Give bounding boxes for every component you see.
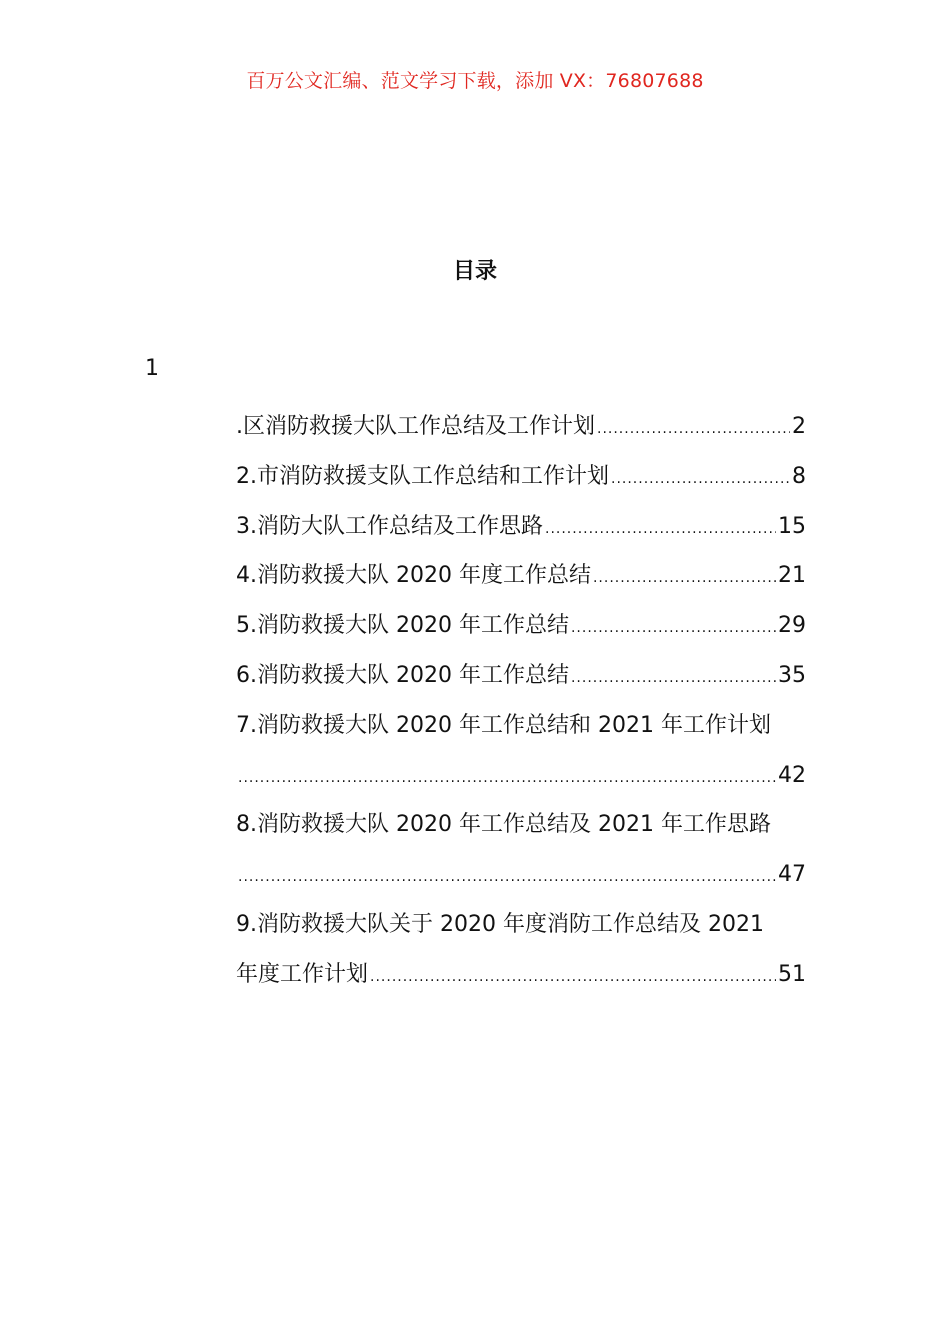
toc-entry-page: 2	[792, 414, 806, 439]
toc-leader-dots	[545, 505, 776, 555]
toc-entry-2[interactable]	[236, 452, 806, 502]
toc-entry-title: .区消防救援大队工作总结及工作计划	[236, 414, 595, 439]
toc-entry-page: 42	[778, 762, 806, 788]
toc-entry-title: 9.消防救援大队关于 2020 年度消防工作总结及 2021	[236, 911, 764, 937]
toc-entry-title: 8.消防救援大队 2020 年工作总结及 2021 年工作思路	[236, 812, 771, 838]
toc-entry-page: 21	[778, 563, 806, 589]
toc-leader-dots	[571, 604, 776, 654]
toc-entry-page: 35	[778, 662, 806, 688]
toc-entry-title: 2.市消防救援支队工作总结和工作计划	[236, 463, 609, 489]
toc-entry-7[interactable]	[236, 701, 806, 801]
toc-leader-dots	[597, 405, 790, 455]
toc-entry-page: 8	[792, 463, 806, 489]
toc-entry-page: 47	[778, 862, 806, 888]
toc-entry-6[interactable]	[236, 651, 806, 701]
toc-entry-title: 4.消防救援大队 2020 年度工作总结	[236, 563, 591, 589]
toc-entry-4[interactable]	[236, 551, 806, 601]
toc-entry-page: 51	[778, 961, 806, 987]
toc-leader-dots	[571, 654, 776, 704]
toc-entry-page: 29	[778, 613, 806, 639]
watermark-banner: 百万公文汇编、范文学习下载，添加 VX：76807688	[246, 70, 704, 92]
toc-leader-dots	[593, 554, 776, 604]
toc-entry-title: 6.消防救援大队 2020 年工作总结	[236, 662, 569, 688]
toc-entry-8[interactable]	[236, 800, 806, 900]
toc-entry-9[interactable]	[236, 900, 806, 1000]
toc-title: 目录	[452, 259, 497, 284]
toc-entry-3[interactable]	[236, 502, 806, 552]
toc-entry-title: 5.消防救援大队 2020 年工作总结	[236, 613, 569, 639]
toc-leader-dots	[370, 953, 776, 1003]
toc-entry-5[interactable]	[236, 601, 806, 651]
toc-entry-title-continued: 年度工作计划	[236, 961, 369, 987]
section-number: 1	[145, 356, 159, 381]
toc-leader-dots	[238, 754, 776, 804]
table-of-contents	[236, 402, 806, 1000]
toc-entry-title: 7.消防救援大队 2020 年工作总结和 2021 年工作计划	[236, 712, 771, 738]
toc-leader-dots	[611, 455, 790, 505]
toc-entry-page: 15	[778, 513, 806, 539]
toc-leader-dots	[238, 853, 776, 903]
toc-entry-1[interactable]	[236, 402, 806, 452]
toc-entry-title: 3.消防大队工作总结及工作思路	[236, 513, 543, 539]
